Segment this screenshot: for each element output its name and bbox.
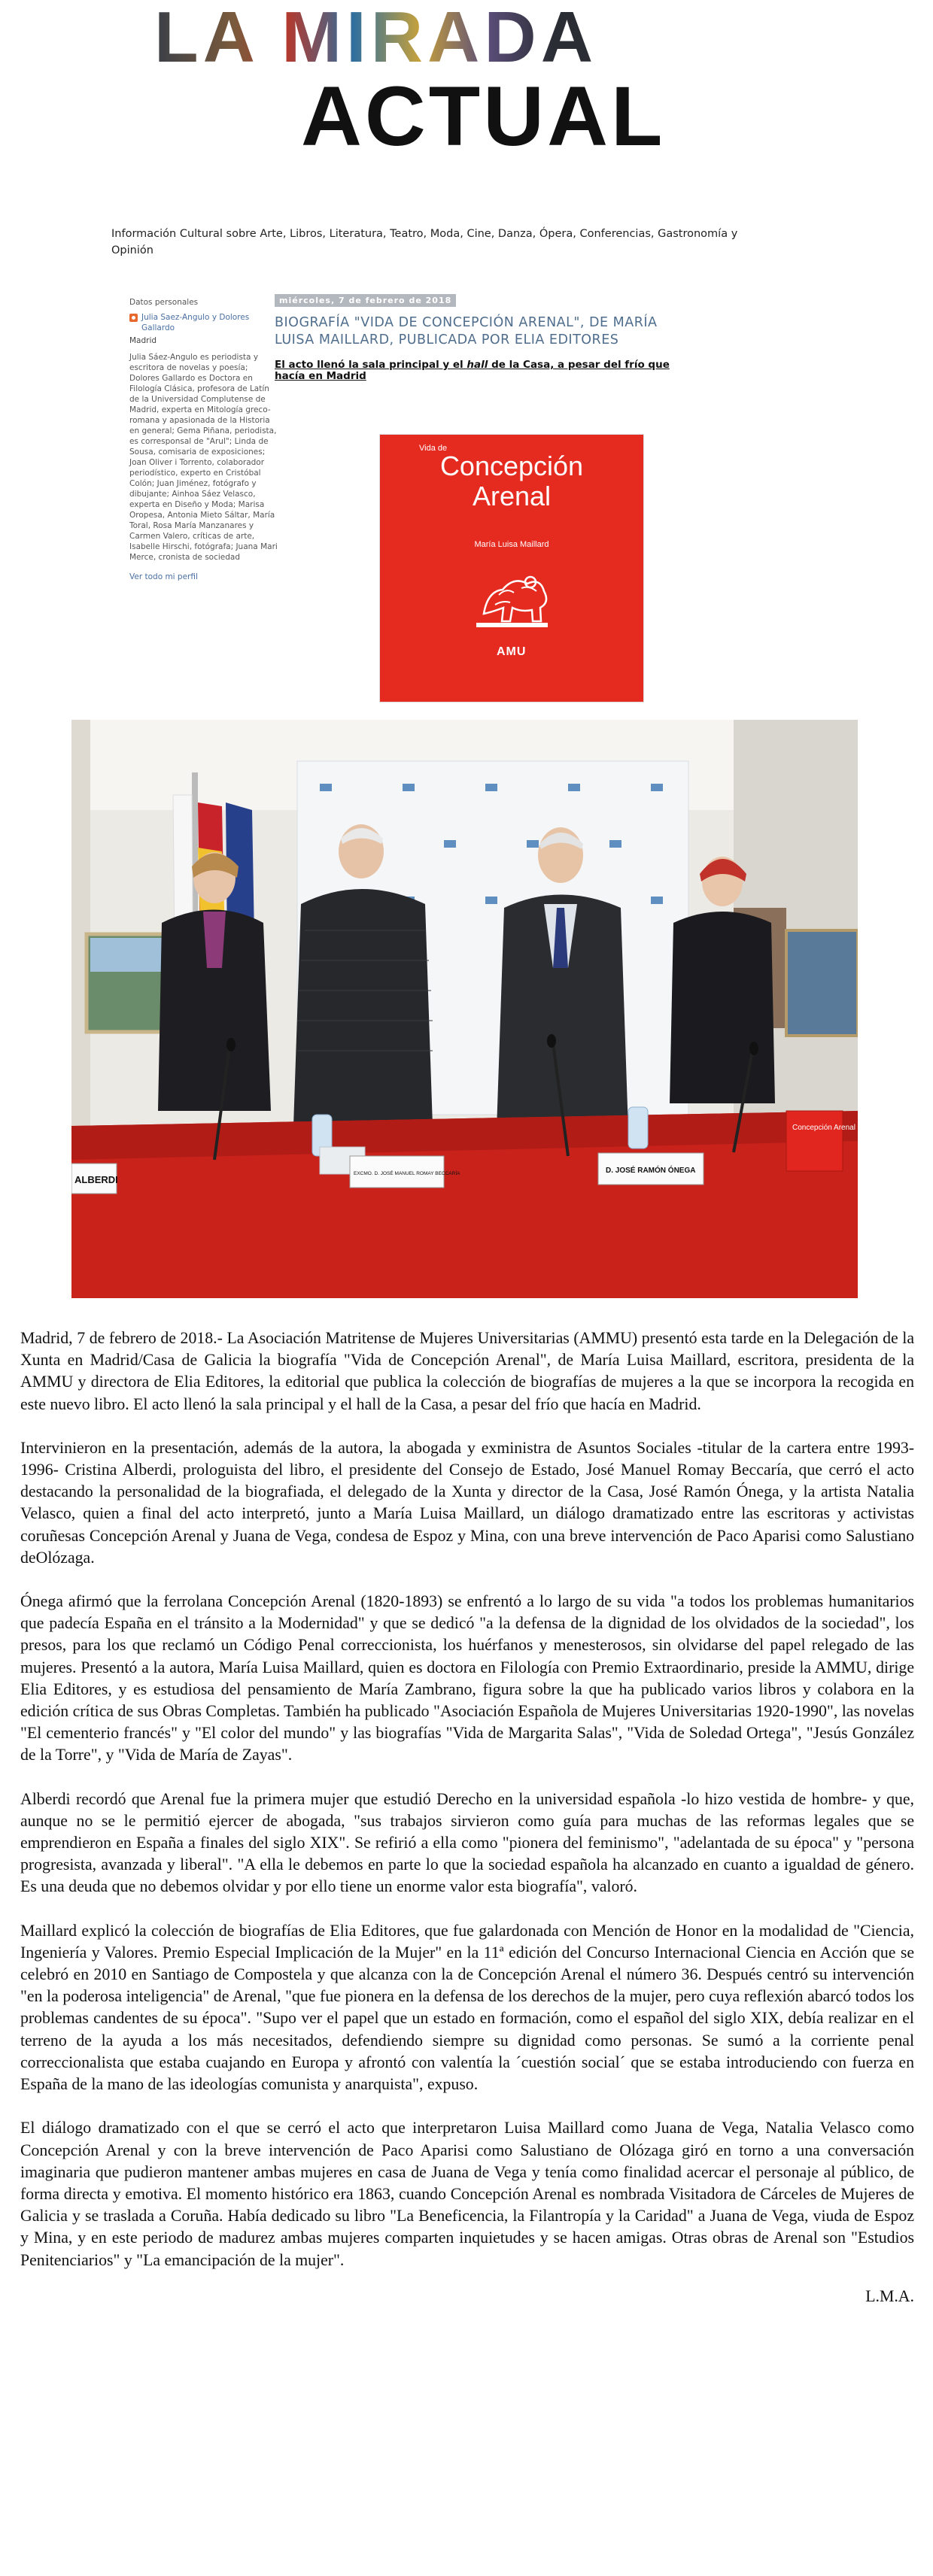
article-paragraph-1: Madrid, 7 de febrero de 2018.- La Asociación Matritense de Mujeres Universitarias (AMMU) presentó esta tarde en la Delegación de la Xunta en Madrid/Casa de Galicia la biografía "Vida de Concepción Arenal", de María Luisa Maillard, escritora, presidenta de la AMMU y directora de Elia Editores, la editorial que publica la colección de biografías de mujeres a la que se incorpora la recogida en este nuevo libro. El acto llenó la sala principal y el hall de la Casa, a pesar del frío que hacía en Madrid. xyxy=(20,1329,914,1413)
placard-right: D. JOSÉ RAMÓN ÓNEGA xyxy=(606,1167,696,1175)
article-body xyxy=(20,1327,914,2329)
post-intro xyxy=(275,360,696,382)
book-cover-author: María Luisa Maillard xyxy=(474,540,549,549)
article-paragraph-3: Ónega afirmó que la ferrolana Concepción Arenal (1820-1893) se enfrentó a lo largo de su vida "a todos los problemas humanitarios que padecía España en el tránsito a la Modernidad" y que se dedicó "a la defensa de la dignidad de los olvidados de la sociedad", los presos, para los que reclamó un Código Penal correccionista, los huérfanos y menesterosos, sin olvidarse del papel relegado de las mujeres. Presentó a la autora, María Luisa Maillard, quien es doctora en Filología con Premio Extraordinario, preside la AMMU, dirige Elia Editores, y es estudiosa del pensamiento de María Zambrano, figura sobre la que ha publicado varios libros y colabora en la edición crítica de sus Obras Completas. También ha publicado "Asociación Española de Mujeres Universitarias 1920-1990", las novelas "El cementerio francés" y "El color del mundo" y las biografías "Vida de Margarita Salas", "Vida de Soledad Ortega", "Jesús González de la Torre", y "Vida de María de Zayas". xyxy=(20,1592,914,1764)
article-paragraph-2: Intervinieron en la presentación, además de la autora, la abogada y exministra de Asuntos Sociales -titular de la cartera entre 1993-1996- Cristina Alberdi, prologuista del libro, el presidente del Consejo de Estado, José Manuel Romay Beccaría, que cerró el acto destacando la personalidad de la biografiada, el delegado de la Xunta y director de la Casa, José Ramón Ónega, y la artista Natalia Velasco, quien a final del acto interpretó, junto a María Luisa Maillard, un diálogo dramatizado entre las escritoras y activistas coruñesas Concepción Arenal y Juana de Vega, condesa de Espoz y Mina, con una breve intervención de Paco Aparisi como Salustiano deOlózaga. xyxy=(20,1438,914,1567)
book-cover-image[interactable] xyxy=(380,435,643,702)
article-paragraph-5: Maillard explicó la colección de biografías de Elia Editores, que fue galardonada con Mención de Honor en la modalidad de "Ciencia, Ingeniería y Valores. Premio Especial Implicación de la Mujer" en la 11ª edición del Concurso Internacional Ciencia en Acción que se celebró en 2010 en Santiago de Compostela y que alcanza con la de Concepción Arenal el número 36. Después centró su intervención "en la poderosa inteligencia" de Arenal, "que fue pionera en la defensa de los derechos de la mujer, pero cuya reflexión abarcó todos los problemas candentes de su época". "Supo ver el papel que un estado en formación, como el español del siglo XIX, debía realizar en el terreno de la ayuda a los más necesitados, defendiendo siempre su dignidad como personas. Se sumó a la corriente penal correccionalista que estaba cuajando en Europa y afrontó con valentía la ´cuestión social´ que se estaba introduciendo con fuerza en España de la mano de las ideologías comunista y anarquista", expuso. xyxy=(20,1921,914,2094)
book-cover-title xyxy=(380,451,643,511)
profile-location: Madrid xyxy=(129,336,157,345)
article-paragraph-4: Alberdi recordó que Arenal fue la primera mujer que estudió Derecho en la universidad española -lo hizo vestida de hombre- y que, aunque no se le permitió ejercer de abogada, "sus trabajos sirvieron como guía para muchas de las reformas legales que se emprendieron en España a finales del siglo XIX". Se refirió a ella como "pionera del feminismo", "adelantada de su época" y "persona progresista, avanzada y liberal". "A ella le debemos en parte lo que la sociedad española ha alcanzado en cuanto a igualdad de género. Es una deuda que no debemos olvidar y por ello tiene un enorme valor esta biografía", valoró. xyxy=(20,1789,914,1896)
post-title[interactable]: BIOGRAFÍA "VIDA DE CONCEPCIÓN ARENAL", DE MARÍA LUISA MAILLARD, PUBLICADA POR ELIA EDITORES xyxy=(275,315,658,347)
post-intro-a: El acto llenó la sala principal y el xyxy=(275,359,467,371)
event-photo[interactable] xyxy=(71,720,858,1298)
book-cover-small-label: Vida de xyxy=(419,444,448,453)
book-cover-title-line1: Concepción xyxy=(439,451,584,481)
post-date: miércoles, 7 de febrero de 2018 xyxy=(275,294,456,307)
profile-user-link[interactable]: Julia Saez-Angulo y Dolores Gallardo xyxy=(141,313,250,332)
sidebar-title: Datos personales xyxy=(129,298,199,307)
event-photo-drawing xyxy=(71,720,858,1298)
book-cover-title-line2: Arenal xyxy=(472,481,552,511)
blog-logo-line1[interactable]: LA MIRADA xyxy=(154,0,598,77)
placard-center: EXCMO. D. JOSÉ MANUEL ROMAY BECCARÍA xyxy=(354,1171,460,1176)
blog-logo-line2[interactable]: ACTUAL xyxy=(301,69,666,163)
post-intro-hall: hall xyxy=(466,359,488,371)
sculpture-illustration xyxy=(469,561,555,633)
profile-bio: Julia Sáez-Angulo es periodista y escritora de novelas y poesía; Dolores Gallardo es Doctora en Filología Clásica, profesora de Latín de la Universidad Complutense de Madrid, experta en Mitología greco-romana y apasionada de la Historia en general; Gema Piñana, periodista, es corresponsal de "Arul"; Linda de Sousa, comisaria de exposiciones; Joan Oliver i Torrento, colaborador periodístico, experto en Cristóbal Colón; Juan Jiménez, fotógrafo y dibujante; Ainhoa Sáez Velasco, experta en Diseño y Moda; Marisa Oropesa, Antonia Mieto Sáltar, María Toral, Rosa María Manzanares y Carmen Valero, críticas de arte, Isabelle Hirschi, fotógrafa; Juana Mari Merce, cronista de sociedad xyxy=(129,353,278,562)
article-signature: L.M.A. xyxy=(865,2286,914,2305)
publisher-logo: AMU xyxy=(497,645,527,658)
blogger-profile-icon xyxy=(129,314,138,322)
book-on-table: Concepción Arenal xyxy=(792,1124,856,1132)
blog-description: Información Cultural sobre Arte, Libros, Literatura, Teatro, Moda, Cine, Danza, Ópera, Conferencias, Gastronomía y Opinión xyxy=(111,228,738,256)
post-header xyxy=(275,292,696,382)
view-full-profile-link[interactable]: Ver todo mi perfil xyxy=(129,572,198,581)
post-intro-b: de la Casa, a pesar del frío que hacía en Madrid xyxy=(275,359,670,382)
profile-sidebar xyxy=(129,297,280,582)
blog-header[interactable] xyxy=(109,0,764,214)
article-paragraph-6: El diálogo dramatizado con el que se cerró el acto que interpretaron Luisa Maillard como Juana de Vega, Natalia Velasco como Concepción Arenal y con la breve intervención de Paco Aparisi como Salustiano de Olózaga giró en torno a una conversación imaginaria que pudieron mantener ambas mujeres en casa de Juana de Vega y tenía como finalidad acercar el personaje al público, de forma directa y emotiva. El momento histórico era 1863, cuando Concepción Arenal es nombrada Visitadora de Cárceles de Mujeres de Galicia y se traslada a Coruña. Había dedicado su libro "La Beneficencia, la Filantropía y la Caridad" a Juana de Vega, viuda de Espoz y Mina, y en este periodo de madurez ambas mujeres comparten inquietudes y se hacen amigas. Otras obras de Arenal son "Estudios Penitenciarios" y "La emancipación de la mujer". xyxy=(20,2119,914,2269)
profile-user[interactable] xyxy=(129,312,280,333)
placard-left: ALBERDI xyxy=(74,1174,118,1185)
